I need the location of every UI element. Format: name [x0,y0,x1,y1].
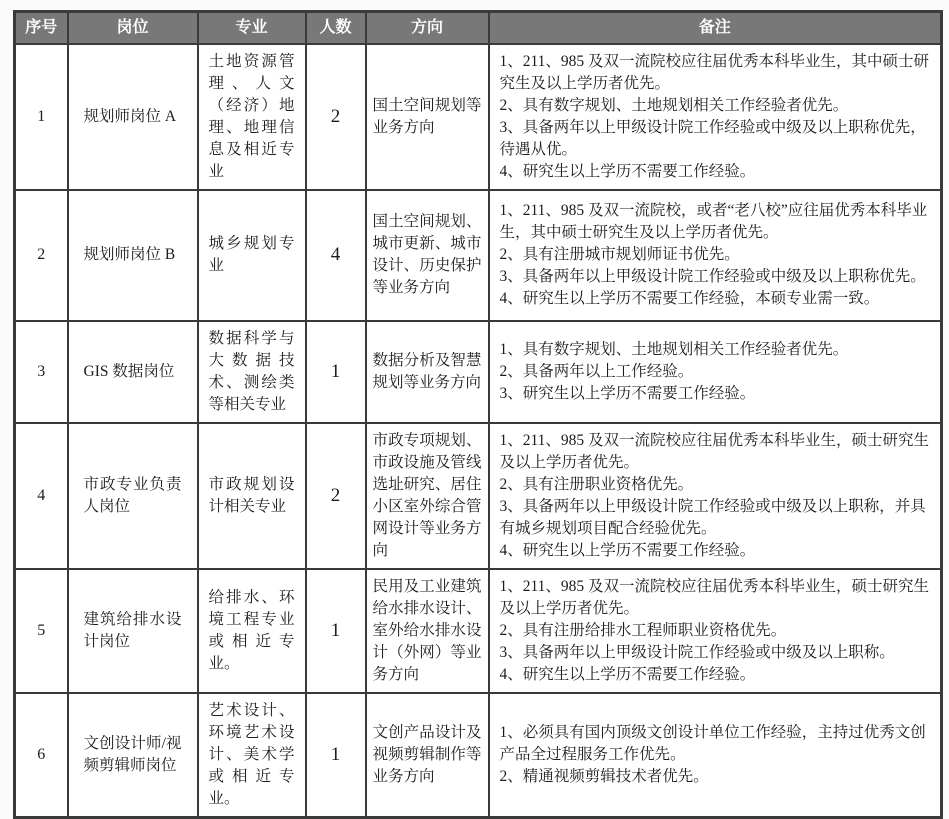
cell-notes [489,321,942,423]
note-line: 2、具有注册城市规划师证书优先。 [499,246,740,263]
table-row [15,44,942,190]
note-line: 1、211、985 及双一流院校，或者“老八校”应往届优秀本科毕业生，其中硕士研究生及以上学历者优先。 [499,202,928,241]
table-row [15,423,942,569]
header-notes: 备注 [489,12,942,44]
note-line: 4、研究生以上学历不需要工作经验。 [499,162,756,180]
note-line: 2、具有数字规划、土地规划相关工作经验者优先。 [499,96,849,114]
note-line: 2、具备两年以上工作经验。 [499,362,694,380]
cell-notes [489,423,942,569]
cell-position: GIS 数据岗位 [68,321,198,423]
note-line: 3、具备两年以上甲级设计院工作经验或中级及以上职称优先，待遇从优。 [499,118,926,158]
note-line: 1、211、985 及双一流院校应往届优秀本科毕业生，硕士研究生及以上学历者优先。 [499,431,930,471]
table-row [15,190,942,321]
note-line: 1、211、985 及双一流院校应往届优秀本科毕业生，其中硕士研究生及以上学历者优先。 [499,52,930,92]
cell-direction: 国土空间规划、城市更新、城市设计、历史保护等业务方向 [366,190,489,321]
cell-major: 数据科学与大数据技术、测绘类等相关专业 [198,321,306,423]
table-row [15,321,942,423]
cell-notes [489,693,942,818]
note-line: 4、研究生以上学历不需要工作经验。 [499,541,756,559]
cell-position: 规划师岗位 B [68,190,198,321]
note-line: 3、具备两年以上甲级设计院工作经验或中级及以上职称。 [499,643,895,661]
header-row [15,12,942,44]
note-line: 4、研究生以上学历不需要工作经验，本硕专业需一致。 [499,290,880,307]
note-line: 3、研究生以上学历不需要工作经验。 [499,384,756,402]
header-count: 人数 [306,12,366,44]
cell-major: 市政规划设计相关专业 [198,423,306,569]
cell-position: 市政专业负责人岗位 [68,423,198,569]
cell-notes [489,569,942,693]
header-no: 序号 [15,12,68,44]
note-line: 2、具有注册职业资格优先。 [499,475,694,493]
note-line: 2、精通视频剪辑技术者优先。 [499,767,709,785]
note-line: 1、必须具有国内顶级文创设计单位工作经验，主持过优秀文创产品全过程服务工作优先。 [499,723,926,763]
note-line: 3、具备两年以上甲级设计院工作经验或中级及以上职称优先。 [499,268,926,285]
table-row [15,693,942,818]
cell-direction: 文创产品设计及视频剪辑制作等业务方向 [366,693,489,818]
note-line: 2、具有注册给排水工程师职业资格优先。 [499,621,787,639]
note-line: 3、具备两年以上甲级设计院工作经验或中级及以上职称，并具有城乡规划项目配合经验优先。 [499,497,926,537]
cell-position: 规划师岗位 A [68,44,198,190]
cell-notes [489,44,942,190]
cell-direction: 民用及工业建筑给水排水设计、室外给水排水设计（外网）等业务方向 [366,569,489,693]
cell-position: 建筑给排水设计岗位 [68,569,198,693]
cell-no: 3 [15,321,68,423]
cell-count: 2 [306,44,366,190]
cell-count: 1 [306,321,366,423]
cell-position: 文创设计师/视频剪辑师岗位 [68,693,198,818]
cell-direction: 数据分析及智慧规划等业务方向 [366,321,489,423]
cell-no: 1 [15,44,68,190]
header-major: 专业 [198,12,306,44]
cell-notes [489,190,942,321]
cell-no: 5 [15,569,68,693]
cell-major: 城乡规划专业 [198,190,306,321]
job-positions-table [13,10,943,819]
header-position: 岗位 [68,12,198,44]
cell-direction: 市政专项规划、市政设施及管线选址研究、居住小区室外综合管网设计等业务方向 [366,423,489,569]
cell-count: 1 [306,569,366,693]
cell-major: 艺术设计、环境艺术设计、美术学或相近专业。 [198,693,306,818]
cell-count: 4 [306,190,366,321]
cell-direction: 国土空间规划等业务方向 [366,44,489,190]
cell-major: 给排水、环境工程专业或相近专业。 [198,569,306,693]
table-row [15,569,942,693]
cell-no: 6 [15,693,68,818]
note-line: 4、研究生以上学历不需要工作经验。 [499,665,756,683]
cell-count: 1 [306,693,366,818]
header-direction: 方向 [366,12,489,44]
cell-count: 2 [306,423,366,569]
cell-no: 2 [15,190,68,321]
note-line: 1、具有数字规划、土地规划相关工作经验者优先。 [499,340,849,358]
cell-major: 土地资源管理、人文（经济）地理、地理信息及相近专业 [198,44,306,190]
note-line: 1、211、985 及双一流院校应往届优秀本科毕业生，硕士研究生及以上学历者优先。 [499,577,930,617]
cell-no: 4 [15,423,68,569]
